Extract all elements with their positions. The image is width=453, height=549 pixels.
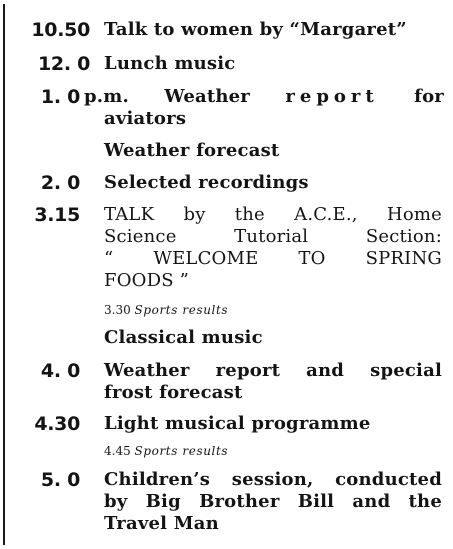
programme-line xyxy=(84,86,444,108)
programme-line: “ WELCOME TO SPRING xyxy=(104,248,442,269)
programme-title xyxy=(104,140,442,162)
time-label: 2. 0 xyxy=(40,172,80,194)
programme-line: Lunch music xyxy=(104,53,236,74)
programme-line: Weather forecast xyxy=(104,140,280,161)
time-label: 4.30 xyxy=(34,413,80,435)
programme-line: Science Tutorial Section: xyxy=(104,226,442,247)
programme-word: for xyxy=(414,86,444,107)
programme-title xyxy=(104,19,442,41)
time-label: 5. 0 xyxy=(40,469,80,491)
programme-line: Light musical programme xyxy=(104,413,371,434)
programme-line: Selected recordings xyxy=(104,172,309,193)
programme-title xyxy=(104,469,442,535)
programme-title xyxy=(104,360,442,404)
time-suffix: p.m. xyxy=(84,86,129,107)
time-label: 10.50 xyxy=(31,19,90,41)
programme-line: Talk to women by “Margaret” xyxy=(104,19,407,40)
programme-word: report xyxy=(285,86,379,107)
sub-item xyxy=(104,443,228,459)
sub-time-label: 4.45 xyxy=(104,444,131,458)
sub-item-text: Sports results xyxy=(134,303,229,317)
programme-word: Weather xyxy=(164,86,250,107)
time-label: 4. 0 xyxy=(40,360,80,382)
sub-item xyxy=(104,302,228,318)
programme-title xyxy=(104,53,442,75)
programme-title xyxy=(104,204,442,292)
sub-item-text: Sports results xyxy=(134,444,229,458)
programme-line: Weather report and special xyxy=(104,360,442,381)
programme-line: TALK by the A.C.E., Home xyxy=(104,204,442,225)
time-label: 1. 0 xyxy=(40,86,80,108)
programme-title xyxy=(84,86,444,130)
programme-title xyxy=(104,327,442,349)
time-label: 12. 0 xyxy=(38,53,90,75)
sub-time-label: 3.30 xyxy=(104,303,131,317)
programme-line: FOODS ” xyxy=(104,270,190,291)
programme-line: aviators xyxy=(104,108,187,129)
programme-line: by Big Brother Bill and the xyxy=(104,491,442,512)
programme-line: Children’s session, conducted xyxy=(104,469,442,490)
programme-title xyxy=(104,413,442,435)
time-label: 3.15 xyxy=(34,204,80,226)
programme-line: Travel Man xyxy=(104,513,219,534)
programme-title xyxy=(104,172,442,194)
programme-line: Classical music xyxy=(104,327,263,348)
programme-line: frost forecast xyxy=(104,382,243,403)
